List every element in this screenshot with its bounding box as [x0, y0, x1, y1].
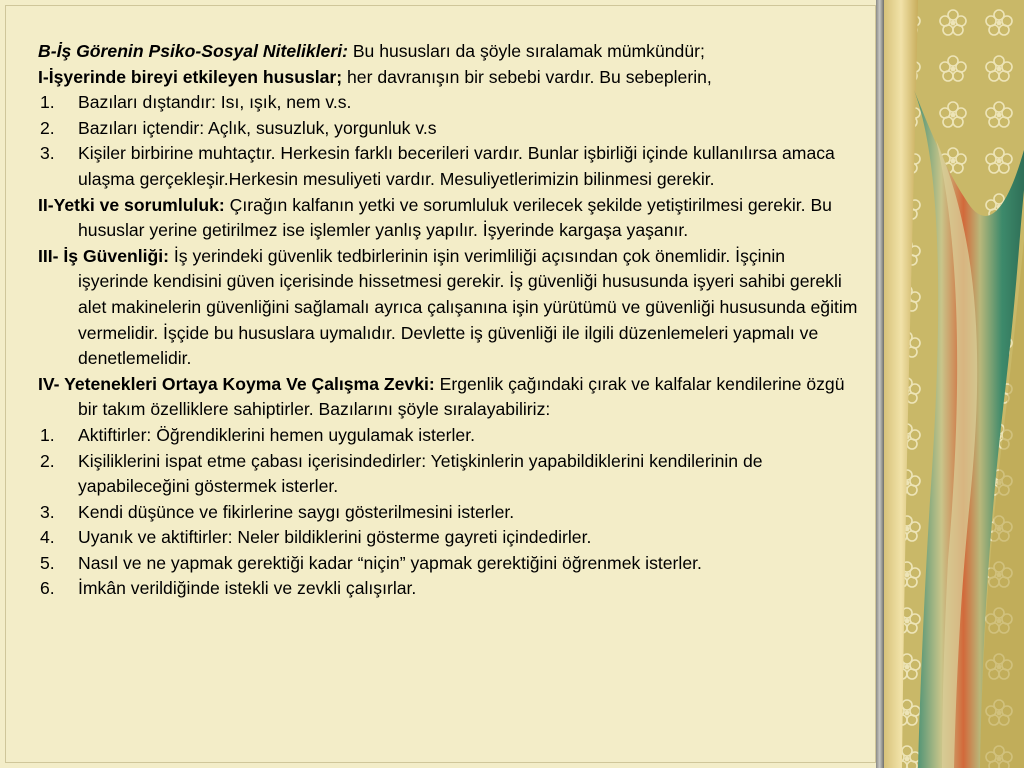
section-iii-text: İş yerindeki güvenlik tedbirlerinin işin verimliliği açısından çok önemlidir. İşçinin işyerinde kendisini güven içerisinde hissetmesi gerekir. İş güvenliği hususunda işyeri sahibi gerekli alet makinelerin güvenliğini sağlamalı ayrıca çalışanına işin yürütümü ve güvenliği hususunda eğitim vermelidir. İşçide bu hususlara uymalıdır. Devlette iş güvenliği ile ilgili düzenlemeleri yapmalı ve denetlemelidir.	[78, 245, 858, 369]
section-i	[38, 65, 858, 91]
list-item	[38, 423, 858, 449]
text-block	[38, 39, 858, 602]
section-ii-heading: II-Yetki ve sorumluluk:	[38, 194, 225, 215]
list-item	[38, 141, 858, 192]
list-item-text: İmkân verildiğinde istekli ve zevkli çalışırlar.	[78, 578, 417, 599]
section-b-heading: B-İş Görenin Psiko-Sosyal Nitelikleri:	[38, 41, 348, 61]
list-item-text: Kişiler birbirine muhtaçtır. Herkesin farklı becerileri vardır. Bunlar işbirliği içinde kullanılırsa amaca ulaşma gerçekleşir.Herkesin mesuliyeti vardır. Mesuliyetlerimizin bilinmesi gerekir.	[78, 143, 835, 189]
section-iii-heading: III- İş Güvenliği:	[38, 245, 169, 266]
list-item	[38, 576, 858, 602]
list-item-number: 3.	[40, 143, 55, 164]
list-item-text: Bazıları dıştandır: Isı, ışık, nem v.s.	[78, 92, 352, 113]
list-item-text: Kendi düşünce ve fikirlerine saygı gösterilmesini isterler.	[78, 501, 515, 522]
decorative-border	[884, 0, 1024, 768]
section-b-text: Bu hususları da şöyle sıralamak mümkündür;	[347, 41, 705, 61]
list-item-number: 6.	[40, 578, 55, 599]
list-item-number: 5.	[40, 552, 55, 573]
list-item	[38, 116, 858, 142]
decorative-artwork	[884, 0, 1024, 768]
list-item	[38, 551, 858, 577]
list-item-number: 2.	[40, 117, 55, 138]
list-item-number: 2.	[40, 450, 55, 471]
section-i-heading: I-İşyerinde bireyi etkileyen hususlar;	[38, 66, 343, 87]
list-item-text: Kişiliklerini ispat etme çabası içerisindedirler: Yetişkinlerin yapabildiklerini kendilerinin de yapabileceğini göstermek isterler.	[78, 450, 763, 497]
section-i-text: her davranışın bir sebebi vardır. Bu sebeplerin,	[342, 66, 712, 87]
section-ii-text: Çırağın kalfanın yetki ve sorumluluk verilecek şekilde yetiştirilmesi gerekir. Bu hususlar yerine getirilmez ise işlemler yanlış yapılır. İşyerinde kargaşa yaşanır.	[78, 194, 832, 241]
section-b	[38, 39, 858, 65]
section-iv	[38, 372, 858, 423]
list-item-number: 3.	[40, 501, 55, 522]
list-item	[38, 90, 858, 116]
section-iv-heading: IV- Yetenekleri Ortaya Koyma Ve Çalışma Zevki:	[38, 373, 435, 394]
list-item	[38, 525, 858, 551]
list-item	[38, 449, 858, 500]
list-item-number: 1.	[40, 424, 55, 445]
section-iv-text: Ergenlik çağındaki çırak ve kalfalar kendilerine özgü bir takım özelliklere sahiptirler. Bazılarını şöyle sıralayabiliriz:	[78, 373, 845, 420]
list-item-text: Uyanık ve aktiftirler: Neler bildiklerini gösterme gayreti içindedirler.	[78, 527, 592, 548]
list-item-text: Nasıl ve ne yapmak gerektiği kadar “niçin” yapmak gerektiğini öğrenmek isterler.	[78, 552, 702, 573]
section-iii	[38, 244, 858, 372]
content-panel	[5, 5, 876, 763]
list-item-number: 4.	[40, 527, 55, 548]
list-item-text: Aktiftirler: Öğrendiklerini hemen uygulamak isterler.	[78, 424, 475, 445]
panel-divider	[876, 0, 884, 768]
list-item-text: Bazıları içtendir: Açlık, susuzluk, yorgunluk v.s	[78, 117, 437, 138]
section-ii	[38, 193, 858, 244]
list-item	[38, 500, 858, 526]
list-item-number: 1.	[40, 92, 55, 113]
